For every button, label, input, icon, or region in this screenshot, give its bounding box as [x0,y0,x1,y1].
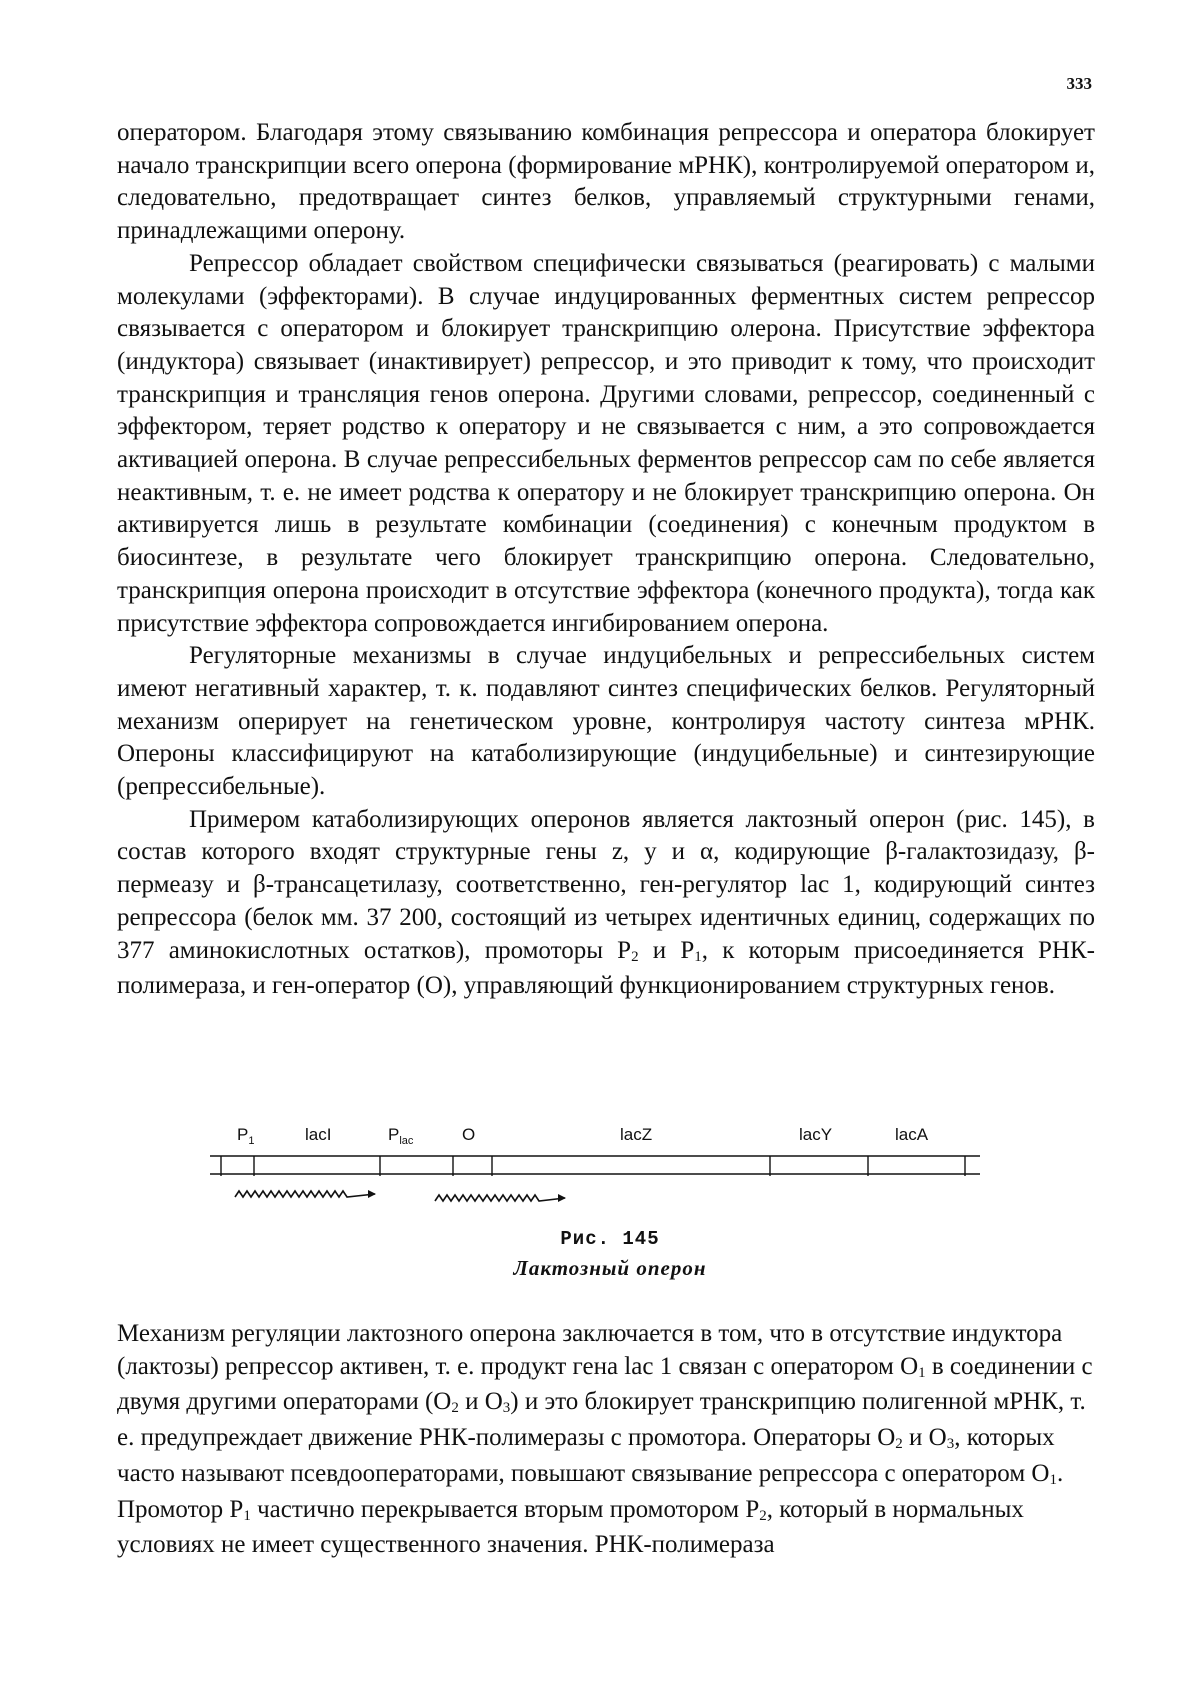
arrow-head [368,1190,376,1198]
label-lacz: lacZ [620,1125,653,1144]
text-run: частично перекрывается вторым промотором P [250,1495,760,1523]
body-text [117,117,1095,1003]
label-lacy: lacY [799,1125,833,1144]
figure-caption-title: Лактозный оперон [513,1256,707,1280]
subscript: 1 [918,1364,926,1381]
paragraph-5 [117,1318,1095,1562]
text-run: ) и это блокирует транскрипцию полигенной мРНК, т. е. предупреждает движение РНК-полимеразы с промотора. Операторы O [117,1388,1086,1452]
arrow-head [558,1194,566,1202]
text-run: , которых часто называют псевдооператорами, повышают связывание репрессора с оператором O [117,1424,1055,1487]
subscript: 3 [946,1436,955,1453]
laci-transcript-arrow [235,1191,375,1197]
label-p1: $P_1$ [237,1125,255,1147]
paragraph-1: оператором. Благодаря этому связыванию комбинация репрессора и оператора блокирует начало транскрипции всего оперона (формирование мРНК), контролируемой оператором и, следовательно, предотвращает синтез белков, управляемый структурными генами, принадлежащими оперону. [117,119,1095,245]
page-number: 333 [1066,74,1092,93]
label-o: O [462,1125,476,1144]
lac-operon-diagram [205,1118,995,1218]
tail-text [117,1318,1095,1562]
text-run: и O [458,1388,503,1416]
label-laci: lacI [305,1125,332,1144]
figure-caption-number: Рис. 145 [560,1228,660,1250]
text-run: и O [902,1424,947,1452]
subscript: 1 [1049,1471,1057,1488]
subscript: 2 [451,1400,459,1417]
gene-boundaries [221,1156,965,1176]
subscript: 2 [631,948,639,965]
subscript: 2 [759,1507,767,1524]
paragraph-4-text-1: Примером катаболизирующих оперонов является лактозный оперон (рис. 145), в состав которого входят структурные гены z, у и α, кодирующие β-галактозидазу, β-пермеазу и β-трансацетилазу, соответственно, ген-регулятор lac 1, кодирующий синтез репрессора (белок мм. 37 200, состоящий из четырех идентичных единиц, содержащих по 377 аминокислотных остатков), промоторы P [117,805,1095,964]
subscript: 1 [694,948,702,965]
text-run: . Промотор P [117,1459,1064,1523]
text-run: в соединении с двумя другими операторами (O [117,1352,1093,1416]
paragraph-4 [117,804,1095,1003]
subscript: 1 [243,1507,251,1524]
paragraph-4-text-2: и P [638,936,695,964]
operon-transcript-arrow [435,1195,565,1201]
operon-map [205,1118,995,1218]
label-plac: $P_{lac}$ [388,1125,414,1147]
paragraph-4-text-3: , к которым присоединяется РНК-полимераза, и ген-оператор (O), управляющий функционированием структурных генов. [117,936,1095,1000]
text-run: Механизм регуляции лактозного оперона заключается в том, что в отсутствие индуктора (лактозы) репрессор активен, т. е. продукт гена lac 1 связан с оператором O [117,1320,1063,1380]
paragraph-3: Регуляторные механизмы в случае индуцибельных и репрессибельных систем имеют негативный характер, т. к. подавляют синтез специфических белков. Регуляторный механизм оперирует на генетическом уровне, контролируя частоту синтеза мРНК. Опероны классифицируют на катаболизирующие (индуцибельные) и синтезирующие (репрессибельные). [117,642,1095,801]
label-laca: lacA [895,1125,929,1144]
text-run: , который в нормальных условиях не имеет существенного значения. РНК-полимераза [117,1495,1024,1559]
subscript: 3 [502,1400,511,1417]
subscript: 2 [895,1436,903,1453]
paragraph-2: Репрессор обладает свойством специфически связываться (реагировать) с малыми молекулами (эффекторами). В случае индуцированных ферментных систем репрессор связывается с оператором и блокирует транскрипцию олерона. Присутствие эффектора (индуктора) связывает (инактивирует) репрессор, и это приводит к тому, что происходит транскрипция и трансляция генов оперона. Другими словами, репрессор, соединенный с эффектором, теряет родство к оператору и не связывается с ним, а это сопровождается активацией оперона. В случае репрессибельных ферментов репрессор сам по себе является неактивным, т. е. не имеет родства к оператору и не блокирует транскрипцию оперона. Он активируется лишь в результате комбинации (соединения) с конечным продуктом в биосинтезе, в результате чего блокирует транскрипцию оперона. Следовательно, транскрипция оперона происходит в отсутствие эффектора (конечного продукта), тогда как присутствие эффектора сопровождается ингибированием оперона. [117,249,1095,637]
